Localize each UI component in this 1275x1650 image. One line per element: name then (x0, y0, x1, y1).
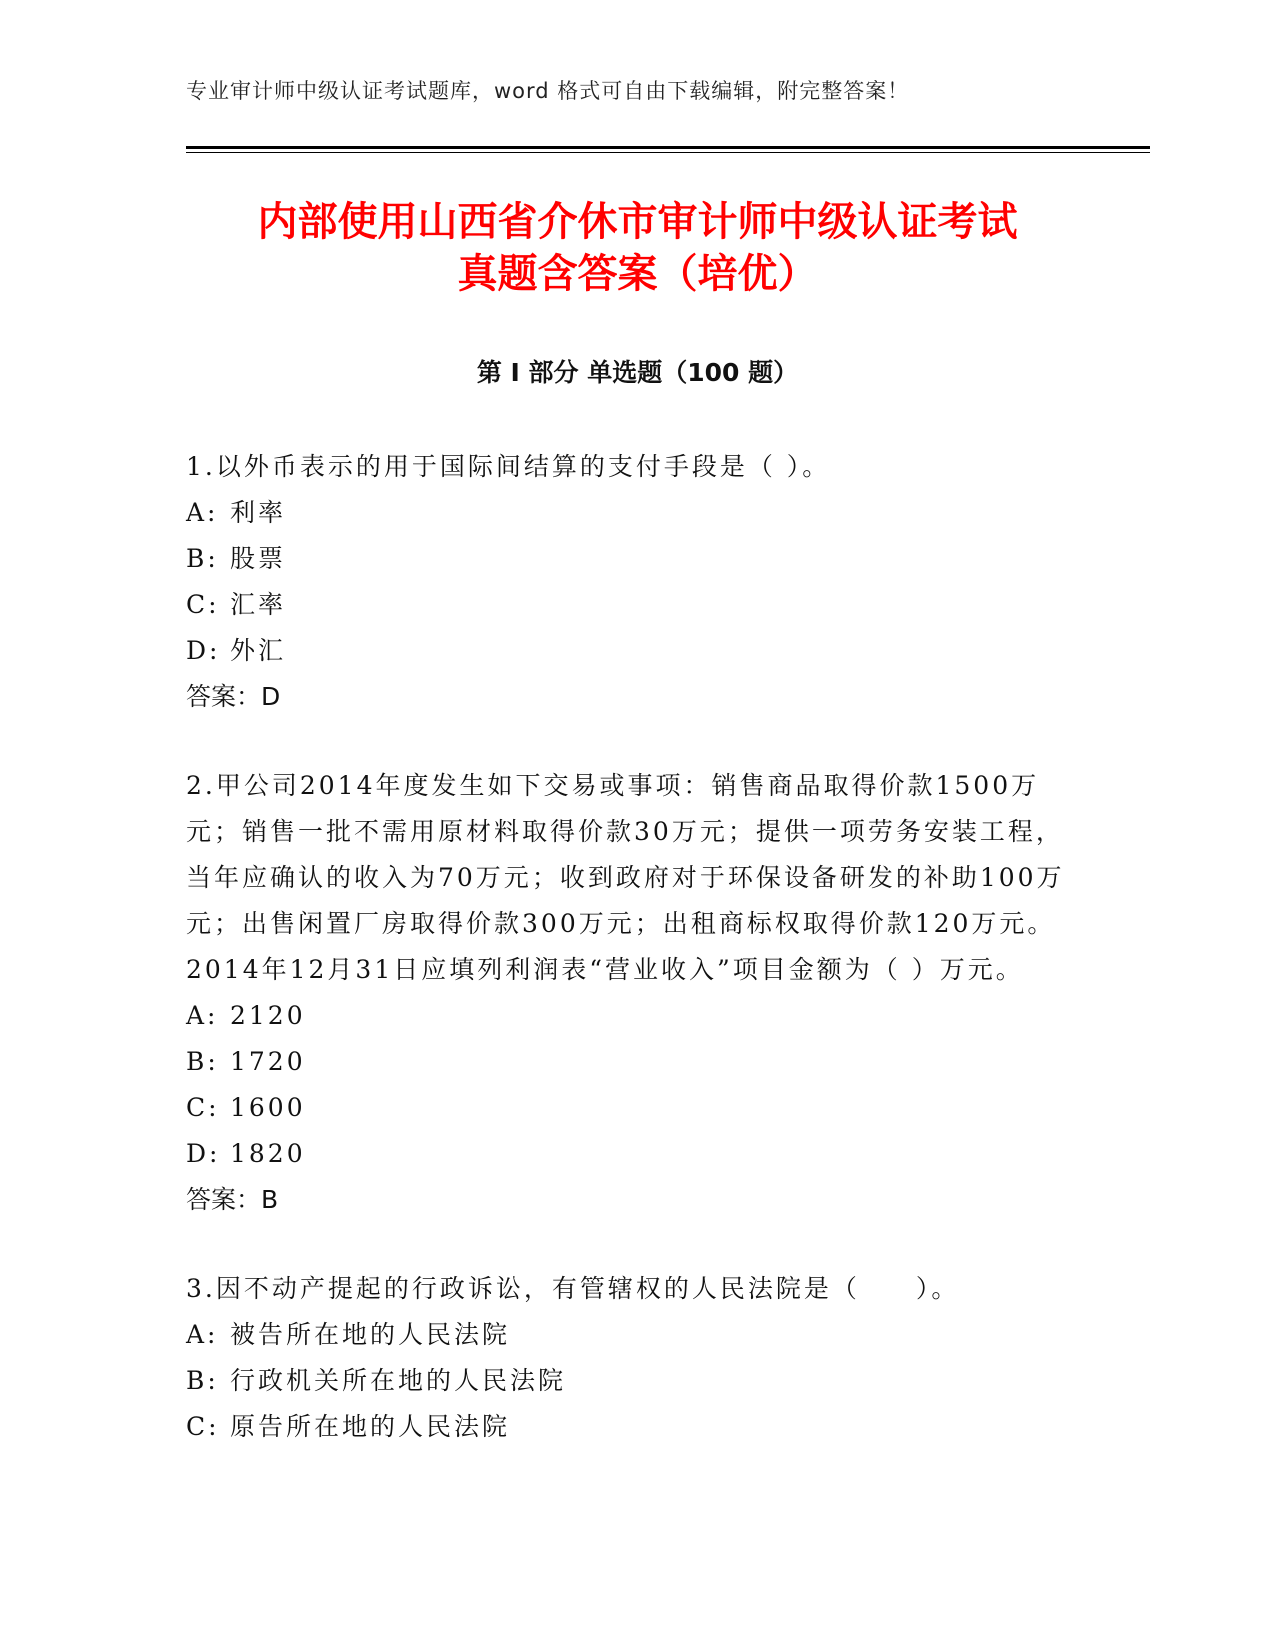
document-title (186, 196, 1089, 300)
option-a (186, 993, 1076, 1039)
title-line-2: 真题含答案（培优） (457, 251, 818, 297)
option-label: C: (186, 1093, 220, 1122)
option-text: 利率 (230, 498, 287, 527)
option-text: 1820 (230, 1139, 306, 1168)
option-label: C: (186, 590, 220, 619)
option-label: B: (186, 1366, 219, 1395)
question-1 (186, 444, 1076, 720)
option-a (186, 490, 1076, 536)
option-text: 2120 (230, 1001, 306, 1030)
option-c (186, 1404, 1076, 1450)
header-note: 专业审计师中级认证考试题库，word 格式可自由下载编辑，附完整答案！ (186, 79, 910, 103)
title-line-1: 内部使用山西省介休市审计师中级认证考试 (257, 199, 1018, 245)
option-label: B: (186, 1047, 219, 1076)
option-c (186, 582, 1076, 628)
answer-text: 答案：D (186, 682, 281, 711)
question-text: 2.甲公司2014年度发生如下交易或事项：销售商品取得价款1500万元；销售一批不需用原材料取得价款30万元；提供一项劳务安装工程，当年应确认的收入为70万元；收到政府对于环保设备研发的补助100万元；出售闲置厂房取得价款300万元；出租商标权取得价款120万元。2014年12月31日应填列利润表“营业收入”项目金额为（ ）万元。 (186, 771, 1065, 984)
option-label: A: (186, 498, 219, 527)
option-d (186, 1131, 1076, 1177)
option-text: 汇率 (230, 590, 287, 619)
option-label: B: (186, 544, 219, 573)
question-text: 1.以外币表示的用于国际间结算的支付手段是（ ）。 (186, 452, 831, 481)
question-text: 3.因不动产提起的行政诉讼，有管辖权的人民法院是（ ）。 (186, 1274, 960, 1303)
option-c (186, 1085, 1076, 1131)
option-label: D: (186, 1139, 221, 1168)
option-label: A: (186, 1001, 219, 1030)
option-text: 股票 (230, 544, 287, 573)
question-2 (186, 763, 1076, 1223)
option-text: 1600 (230, 1093, 306, 1122)
option-b (186, 536, 1076, 582)
option-a (186, 1312, 1076, 1358)
question-list (186, 444, 1076, 1493)
option-label: A: (186, 1320, 219, 1349)
header-rule-thin (186, 152, 1150, 153)
option-b (186, 1039, 1076, 1085)
option-text: 1720 (230, 1047, 306, 1076)
option-label: C: (186, 1412, 220, 1441)
option-text: 原告所在地的人民法院 (230, 1412, 511, 1441)
header-rule-thick (186, 146, 1150, 149)
option-b (186, 1358, 1076, 1404)
option-text: 被告所在地的人民法院 (230, 1320, 511, 1349)
question-3 (186, 1266, 1076, 1450)
option-label: D: (186, 636, 221, 665)
option-d (186, 628, 1076, 674)
answer-text: 答案：B (186, 1185, 279, 1214)
section-title: 第 I 部分 单选题（100 题） (476, 358, 799, 387)
option-text: 行政机关所在地的人民法院 (230, 1366, 567, 1395)
option-text: 外汇 (230, 636, 287, 665)
